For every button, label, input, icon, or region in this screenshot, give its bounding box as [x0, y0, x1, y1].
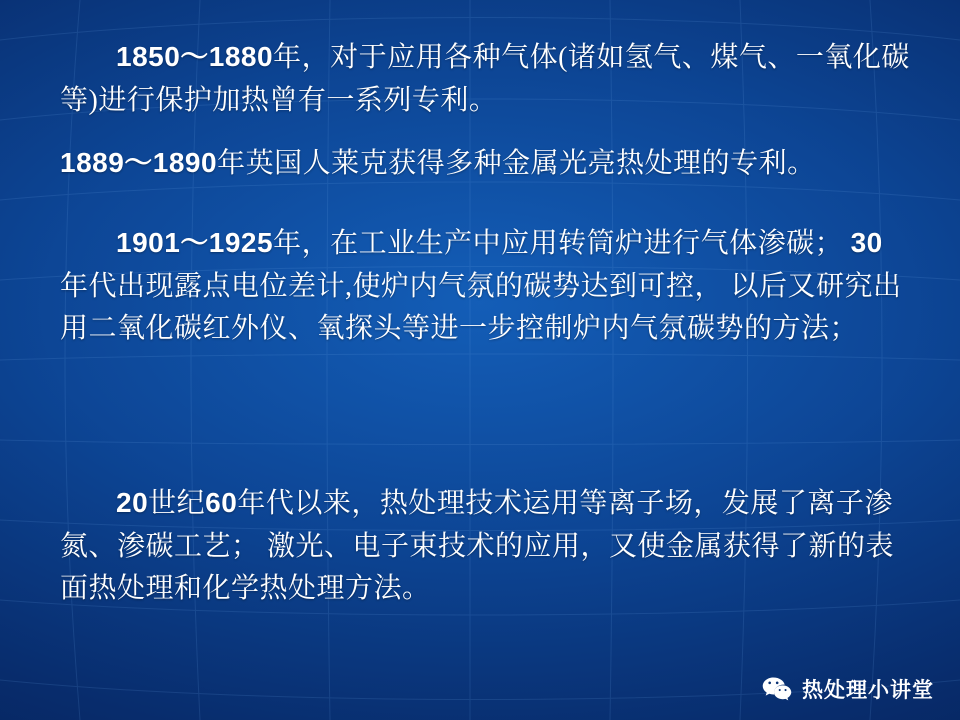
footer-label: 热处理小讲堂 [802, 678, 934, 702]
wechat-icon [762, 676, 792, 702]
footer-branding [762, 674, 934, 704]
paragraph-1: 1850～1880年，对于应用各种气体(诸如氢气、煤气、一氧化碳等)进行保护加热曾有一系列专利。 [60, 41, 910, 116]
paragraph-2: 1889～1890年英国人莱克获得多种金属光亮热处理的专利。 [60, 147, 816, 179]
paragraph-3: 1901～1925年，在工业生产中应用转筒炉进行气体渗碳； 30年代出现露点电位差计,使炉内气氛的碳势达到可控， 以后又研究出用二氧化碳红外仪、氧探头等进一步控制炉内气氛碳势的方法； [60, 227, 902, 345]
paragraph-4: 20世纪60年代以来，热处理技术运用等离子场，发展了离子渗氮、渗碳工艺； 激光、电子束技术的应用，又使金属获得了新的表面热处理和化学热处理方法。 [60, 487, 895, 605]
